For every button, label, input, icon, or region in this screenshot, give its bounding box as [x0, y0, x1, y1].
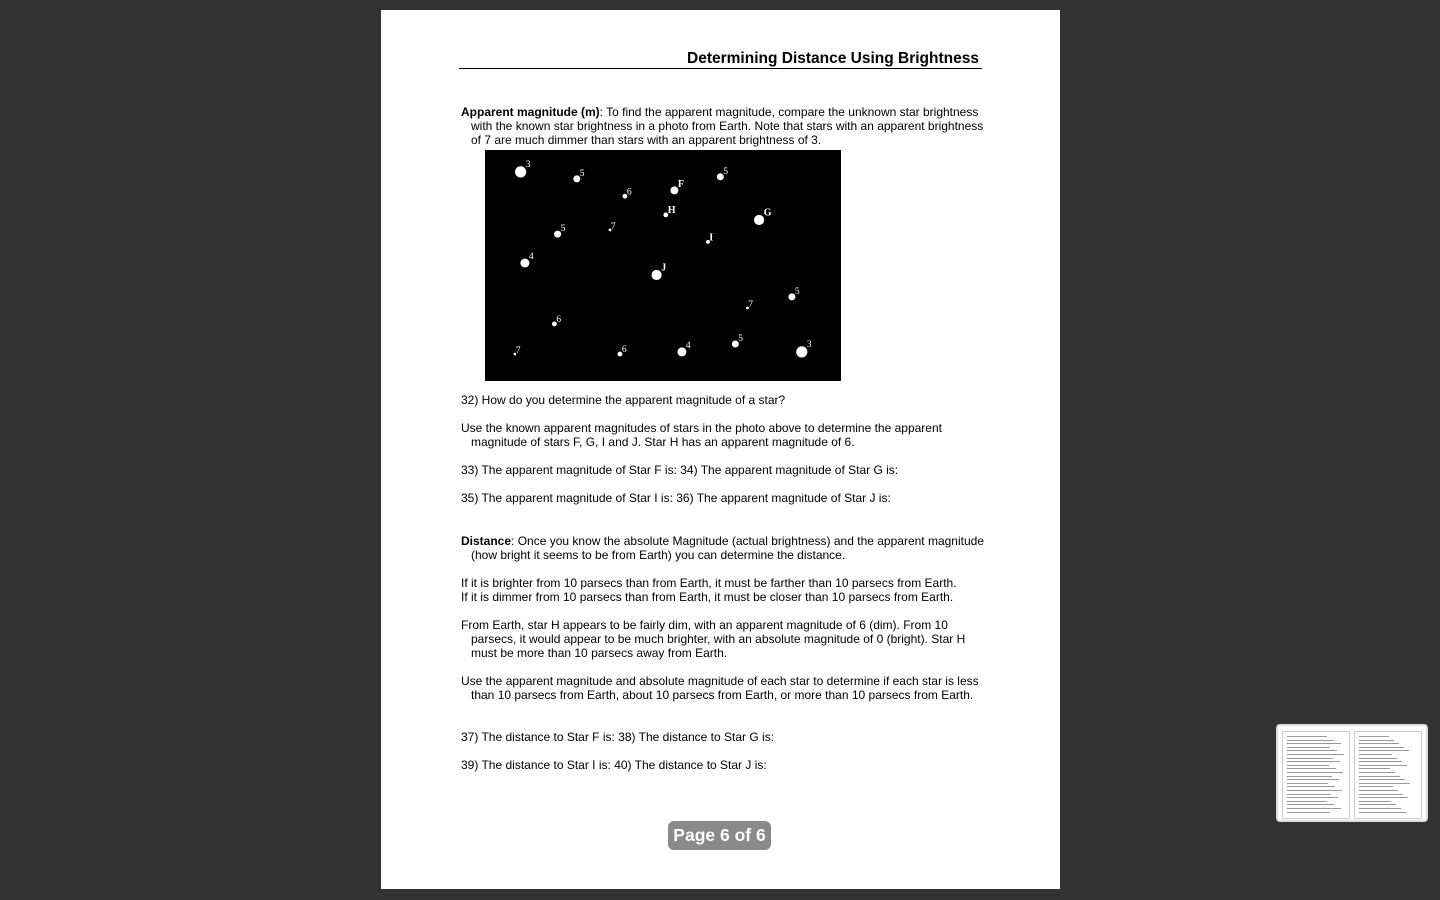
document-page — [381, 10, 1060, 889]
questions-39-40: 39) The distance to Star I is: 40) The distance to Star J is: — [461, 758, 767, 772]
thumbnail-line — [1287, 772, 1343, 773]
star-label-15: 7 — [515, 346, 521, 357]
star-label-19: 3 — [806, 339, 812, 350]
thumbnail-line — [1359, 786, 1393, 787]
questions-33-34: 33) The apparent magnitude of Star F is: 34) The apparent magnitude of Star G is: — [461, 463, 899, 477]
star-label-17: 4 — [685, 340, 691, 351]
star-label-8: 5 — [560, 224, 566, 235]
thumbnail-line — [1287, 801, 1327, 802]
thumbnail-line — [1359, 750, 1409, 751]
thumbnail-line — [1287, 758, 1333, 759]
thumbnail-line — [1359, 797, 1408, 798]
thumbnail-line — [1359, 776, 1400, 777]
thumbnail-line — [1287, 754, 1344, 755]
thumbnail-line — [1287, 779, 1339, 780]
star-label-9: I — [709, 232, 714, 244]
thumbnail-line — [1359, 754, 1392, 755]
star-label-10: 4 — [528, 251, 534, 262]
thumbnail-line — [1287, 736, 1327, 737]
star-6 — [754, 215, 764, 225]
thumbnail-page-right — [1354, 731, 1422, 819]
thumbnail-line — [1287, 797, 1338, 798]
title-rule — [459, 68, 982, 69]
instructions-apparent: Use the known apparent magnitudes of stars in the photo above to determine the apparent magnitude of stars F, G, I and J. Star H has an apparent magnitude of 6. — [461, 421, 942, 449]
thumbnail-line — [1359, 779, 1405, 780]
star-0 — [515, 166, 526, 177]
star-11 — [652, 270, 662, 280]
thumbnail-line — [1359, 736, 1389, 737]
thumbnail-line — [1359, 761, 1402, 762]
thumbnail-line — [1287, 776, 1332, 777]
thumbnail-line — [1287, 786, 1335, 787]
page-thumbnail[interactable] — [1276, 724, 1428, 822]
distance-paragraph — [461, 534, 986, 562]
star-photo — [485, 150, 841, 381]
star-label-13: 7 — [748, 300, 754, 311]
thumbnail-line — [1287, 761, 1340, 762]
thumbnail-line — [1287, 747, 1330, 748]
star-label-3: F — [677, 178, 685, 190]
distance-text: : Once you know the absolute Magnitude (actual brightness) and the apparent magnitude (how bright it seems to be from Earth) you can determine the distance. — [471, 534, 984, 562]
apparent-magnitude-paragraph — [461, 105, 986, 147]
thumbnail-line — [1359, 808, 1401, 809]
thumbnail-line — [1287, 750, 1337, 751]
star-label-7: 7 — [610, 222, 616, 232]
thumbnail-line — [1287, 790, 1342, 791]
star-19 — [796, 346, 807, 357]
star-label-5: H — [667, 205, 676, 216]
thumbnail-line — [1359, 765, 1407, 766]
thumbnail-line — [1359, 801, 1391, 802]
apparent-magnitude-heading: Apparent magnitude (m) — [461, 105, 600, 119]
thumbnail-line — [1287, 740, 1334, 741]
star-h-example: From Earth, star H appears to be fairly dim, with an apparent magnitude of 6 (dim). From 10 parsecs, it would appear to be much brighter, with an absolute magnitude of 0 (bright). Star H must be more than 10 parsecs away from Earth. — [461, 618, 966, 660]
thumbnail-line — [1359, 783, 1410, 784]
thumbnail-line — [1359, 772, 1395, 773]
star-photo-svg — [485, 150, 841, 381]
thumbnail-line — [1359, 804, 1396, 805]
star-label-18: 5 — [738, 334, 744, 344]
thumbnail-line — [1287, 765, 1329, 766]
thumbnail-line — [1287, 808, 1341, 809]
distance-heading: Distance — [461, 534, 512, 548]
rule-dimmer: If it is dimmer from 10 parsecs than from Earth, it must be closer than 10 parsecs from Earth. — [461, 590, 954, 604]
star-label-16: 6 — [621, 345, 627, 355]
thumbnail-line — [1359, 743, 1399, 744]
star-label-0: 3 — [525, 159, 531, 170]
thumbnail-line — [1359, 794, 1403, 795]
thumbnail-line — [1287, 794, 1331, 795]
star-label-4: 5 — [723, 166, 729, 177]
star-label-11: J — [661, 262, 667, 274]
thumbnail-line — [1359, 740, 1394, 741]
star-label-2: 6 — [626, 187, 632, 198]
thumbnail-line — [1287, 804, 1334, 805]
thumbnail-line — [1287, 812, 1330, 813]
question-32: 32) How do you determine the apparent magnitude of a star? — [461, 393, 786, 407]
questions-35-36: 35) The apparent magnitude of Star I is: 36) The apparent magnitude of Star J is: — [461, 491, 891, 505]
thumbnail-line — [1359, 768, 1390, 769]
star-label-14: 6 — [556, 315, 562, 325]
page-indicator: Page 6 of 6 — [668, 821, 771, 850]
star-label-6: G — [763, 207, 772, 219]
thumbnail-line — [1359, 790, 1398, 791]
thumbnail-line — [1287, 743, 1341, 744]
apparent-magnitude-text: : To find the apparent magnitude, compare the unknown star brightness with the known star brightness in a photo from Earth. Note that stars with an apparent brightness of 7 are much dimmer than stars with an apparent brightness of 3. — [471, 105, 984, 147]
thumbnail-line — [1359, 747, 1404, 748]
page-title: Determining Distance Using Brightness — [687, 50, 979, 67]
star-label-12: 5 — [794, 286, 800, 297]
rule-brighter: If it is brighter from 10 parsecs than from Earth, it must be farther than 10 parsecs from Earth. — [461, 576, 957, 590]
questions-37-38: 37) The distance to Star F is: 38) The distance to Star G is: — [461, 730, 775, 744]
thumbnail-line — [1287, 783, 1328, 784]
thumbnail-page-left — [1282, 731, 1350, 819]
star-label-1: 5 — [579, 168, 585, 179]
thumbnail-line — [1359, 758, 1397, 759]
instructions-distance: Use the apparent magnitude and absolute magnitude of each star to determine if each star is less than 10 parsecs from Earth, about 10 parsecs from Earth, or more than 10 parsecs from Earth. — [461, 674, 979, 702]
thumbnail-line — [1359, 812, 1406, 813]
thumbnail-line — [1287, 768, 1336, 769]
